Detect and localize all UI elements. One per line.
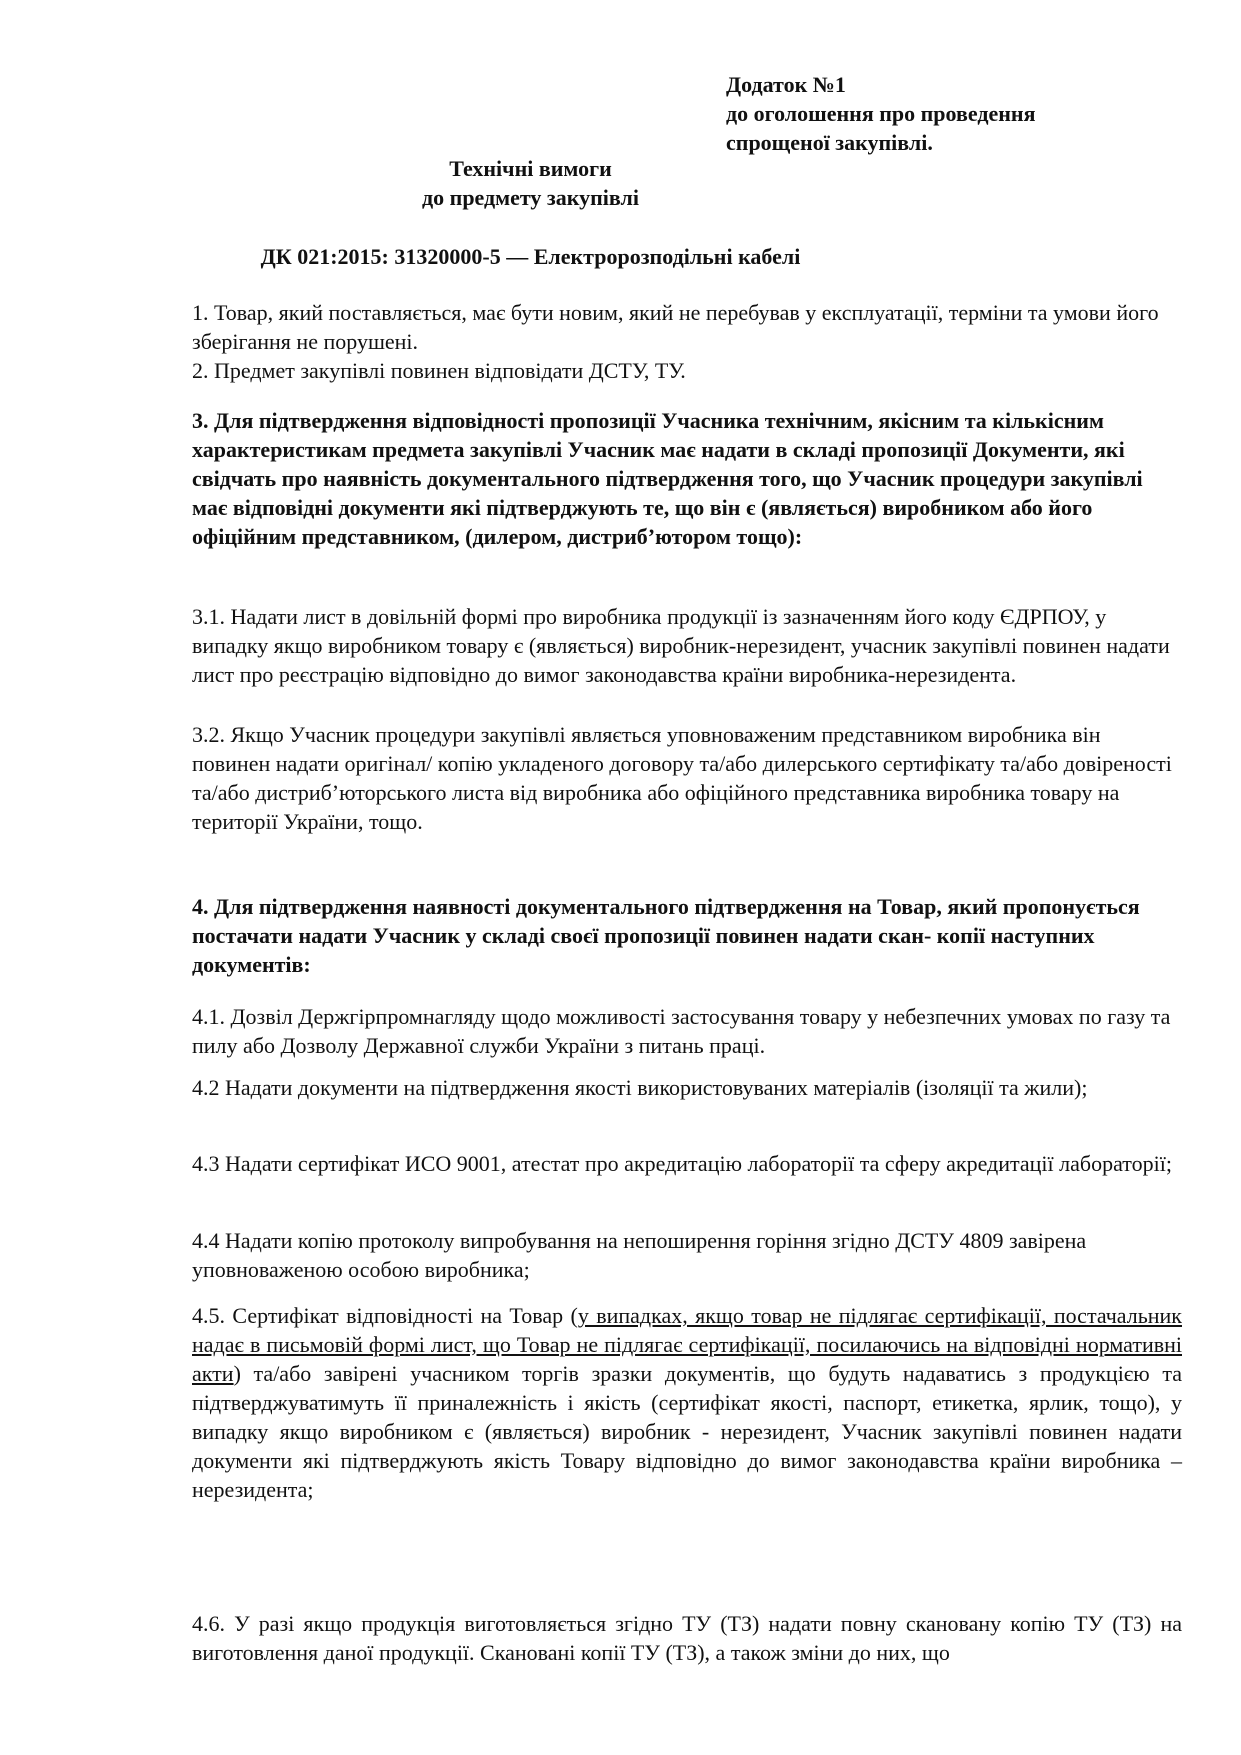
paragraph-4-1: 4.1. Дозвіл Держгірпромнагляду щодо можливості застосування товару у небезпечних умовах по газу та пилу або Дозволу Державної служби України з питань праці. bbox=[192, 1004, 1171, 1058]
paragraph-3-2: 3.2. Якщо Учасник процедури закупівлі являється уповноваженим представником виробника він повинен надати оригінал/ копію укладеного договору та/або дилерського сертифікату та/або довіреності та/або дистриб’юторського листа від виробника або офіційного представника виробника товару на території України, тощо. bbox=[192, 722, 1172, 834]
appendix-line-2: до оголошення про проведення bbox=[726, 101, 1036, 126]
appendix-line-3: спрощеної закупівлі. bbox=[726, 130, 933, 155]
paragraph-4-5-end: ) та/або завірені учасником торгів зразки документів, що будуть надаватись з продукцією та підтверджуватимуть її приналежність і якість (сертифікат якості, паспорт, етикетка, ярлик, тощо), у випадку якщо виробником є (являється) виробник - нерезидент, Учасник закупівлі повинен надати документи які підтверджують якість Товару відповідно до вимог законодавства країни виробника – нерезидента; bbox=[192, 1361, 1182, 1502]
paragraph-4-4: 4.4 Надати копію протоколу випробування на непоширення горіння згідно ДСТУ 4809 завірена уповноваженою особою виробника; bbox=[192, 1228, 1087, 1282]
paragraph-3-1: 3.1. Надати лист в довільній формі про виробника продукції із зазначенням його коду ЄДРПОУ, у випадку якщо виробником товару є (являється) виробник-нерезидент, учасник закупівлі повинен надати лист про реєстрацію відповідно до вимог законодавства країни виробника-нерезидента. bbox=[192, 604, 1170, 687]
paragraph-4-6: 4.6. У разі якщо продукція виготовляється згідно ТУ (ТЗ) надати повну скановану копію ТУ (ТЗ) на виготовлення даної продукції. Скановані копії ТУ (ТЗ), а також зміни до них, що bbox=[192, 1611, 1182, 1665]
document-title: Технічні вимоги bbox=[449, 156, 612, 181]
paragraph-4-5-start: 4.5. Сертифікат відповідності на Товар ( bbox=[192, 1303, 578, 1328]
appendix-line-1: Додаток №1 bbox=[726, 72, 846, 97]
classifier-code-title: ДК 021:2015: 31320000-5 — Електророзподільні кабелі bbox=[260, 244, 801, 269]
section-3-heading: 3. Для підтвердження відповідності пропозиції Учасника технічним, якісним та кількісним характеристикам предмета закупівлі Учасник має надати в складі пропозиції Документи, які свідчать про наявність документального підтвердження того, що Учасник процедури закупівлі має відповідні документи які підтверджують те, що він є (являється) виробником або його офіційним представником, (дилером, дистриб’ютором тощо): bbox=[192, 408, 1143, 549]
paragraph-4-2: 4.2 Надати документи на підтвердження якості використовуваних матеріалів (ізоляції та жили); bbox=[192, 1075, 1088, 1100]
section-4-heading: 4. Для підтвердження наявності документального підтвердження на Товар, який пропонується постачати надати Учасник у складі своєї пропозиції повинен надати скан- копії наступних документів: bbox=[192, 894, 1140, 977]
paragraph-4-5 bbox=[192, 1301, 1182, 1504]
appendix-header bbox=[726, 70, 1036, 157]
paragraph-4-5-underlined: у випадках, якщо товар не підлягає сертифікації, постачальник надає в письмовій формі лист, що Товар не підлягає сертифікації, посилаючись на відповідні нормативні акти bbox=[192, 1303, 1182, 1386]
paragraph-1: 1. Товар, який поставляється, має бути новим, який не перебував у експлуатації, терміни та умови його зберігання не порушені. bbox=[192, 300, 1159, 354]
paragraph-2: 2. Предмет закупівлі повинен відповідати ДСТУ, ТУ. bbox=[192, 358, 686, 383]
document-subtitle: до предмету закупівлі bbox=[422, 185, 639, 210]
paragraph-4-3: 4.3 Надати сертифікат ИСО 9001, атестат про акредитацію лабораторії та сферу акредитації лабораторії; bbox=[192, 1151, 1172, 1176]
